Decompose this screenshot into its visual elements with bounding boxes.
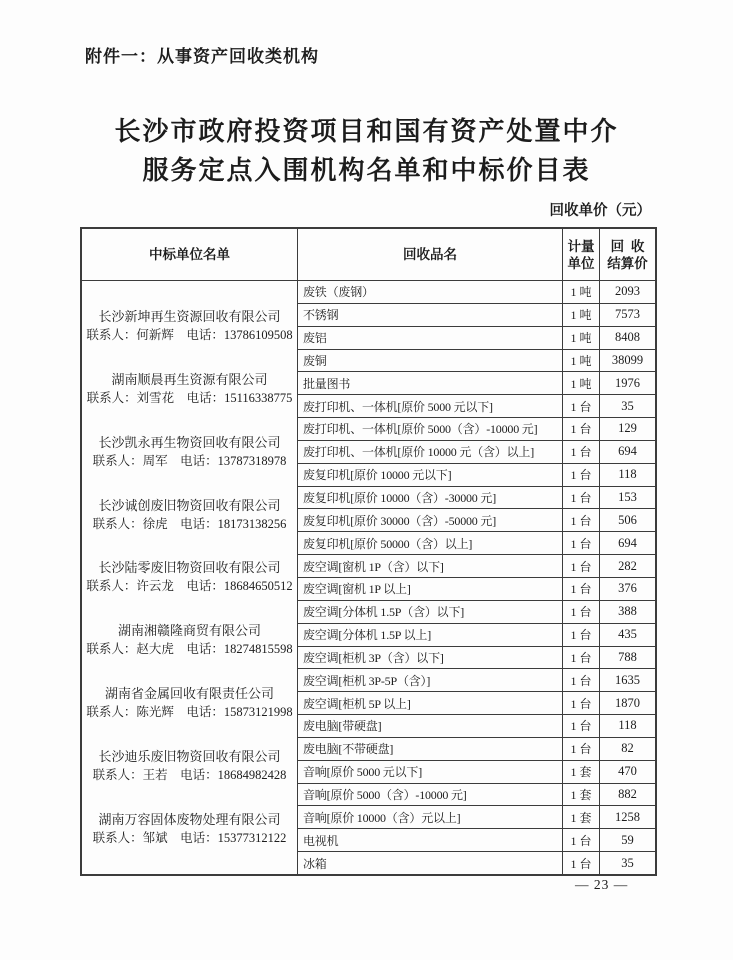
attachment-label: 附件一：从事资产回收类机构 <box>85 47 319 66</box>
item-name-cell: 音响[原价 5000 元以下] <box>298 761 563 783</box>
table-row <box>298 669 655 692</box>
price-cell: 1870 <box>615 695 640 710</box>
table-row <box>298 692 655 715</box>
price-cell: 59 <box>621 832 634 847</box>
header-unit-line1: 计量 <box>567 238 595 254</box>
company-name: 湖南省金属回收有限责任公司 <box>104 686 274 702</box>
table-row <box>298 806 655 829</box>
item-name-cell: 废复印机[原价 10000（含）-30000 元] <box>298 487 563 509</box>
company-contact: 联系人：周军 电话：13787318978 <box>92 453 287 468</box>
company-contact: 联系人：王若 电话：18684982428 <box>92 768 287 783</box>
company-contact: 联系人：刘雪花 电话：15116338775 <box>86 390 293 405</box>
company-column <box>82 281 298 874</box>
unit-cell: 1 台 <box>563 852 600 874</box>
unit-cell: 1 台 <box>563 418 600 440</box>
company-entry <box>82 685 297 721</box>
company-contact: 联系人：何新辉 电话：13786109508 <box>86 327 293 342</box>
item-name-cell: 废复印机[原价 10000 元以下] <box>298 464 563 486</box>
price-cell: 118 <box>618 718 637 733</box>
company-contact: 联系人：许云龙 电话：18684650512 <box>86 579 293 594</box>
unit-cell: 1 台 <box>563 578 600 600</box>
item-name-cell: 音响[原价 10000（含）元以上] <box>298 806 563 828</box>
price-cell: 882 <box>618 786 637 801</box>
price-cell: 388 <box>618 604 637 619</box>
item-rows-column <box>298 281 655 874</box>
unit-cell: 1 台 <box>563 692 600 714</box>
table-row <box>298 327 655 350</box>
unit-cell: 1 吨 <box>563 281 600 303</box>
header-unit-line2: 单位 <box>567 255 595 271</box>
item-name-cell: 废打印机、一体机[原价 5000（含）-10000 元] <box>298 418 563 440</box>
unit-cell: 1 台 <box>563 829 600 851</box>
unit-cell: 1 台 <box>563 395 600 417</box>
table-row <box>298 281 655 304</box>
table-header-row <box>82 229 655 281</box>
page-number: — 23 — <box>575 877 629 892</box>
price-cell: 1635 <box>615 672 640 687</box>
company-name: 湖南湘赣隆商贸有限公司 <box>117 623 261 639</box>
company-name: 湖南顺晨再生资源有限公司 <box>111 371 268 387</box>
company-entry <box>82 622 297 658</box>
unit-cell: 1 台 <box>563 532 600 554</box>
company-contact: 联系人：赵大虎 电话：18274815598 <box>86 642 293 657</box>
price-cell: 153 <box>618 490 637 505</box>
price-cell: 1258 <box>615 809 640 824</box>
item-name-cell: 废空调[分体机 1.5P（含）以下] <box>298 601 563 623</box>
item-name-cell: 批量图书 <box>298 372 563 394</box>
price-cell: 7573 <box>615 307 640 322</box>
item-name-cell: 废空调[分体机 1.5P 以上] <box>298 624 563 646</box>
header-price <box>600 229 655 280</box>
price-cell: 82 <box>621 741 634 756</box>
table-row <box>298 395 655 418</box>
item-name-cell: 废铁（废钢） <box>298 281 563 303</box>
item-name-cell: 音响[原价 5000（含）-10000 元] <box>298 784 563 806</box>
unit-cell: 1 吨 <box>563 304 600 326</box>
unit-cell: 1 台 <box>563 647 600 669</box>
table-row <box>298 829 655 852</box>
header-unit <box>563 229 600 280</box>
unit-cell: 1 台 <box>563 624 600 646</box>
price-cell: 38099 <box>611 352 644 367</box>
price-cell: 376 <box>618 581 637 596</box>
price-cell: 8408 <box>615 330 640 345</box>
table-row <box>298 441 655 464</box>
table-row <box>298 601 655 624</box>
header-item: 回收品名 <box>298 229 563 280</box>
table-row <box>298 715 655 738</box>
price-cell: 506 <box>618 512 637 527</box>
company-contact: 联系人：邹斌 电话：15377312122 <box>92 831 287 846</box>
table-row <box>298 761 655 784</box>
header-price-line1: 回 收 <box>610 238 645 254</box>
company-name: 长沙陆零废旧物资回收有限公司 <box>98 560 281 576</box>
company-contact: 联系人：徐虎 电话：18173138256 <box>92 516 287 531</box>
unit-cell: 1 吨 <box>563 350 600 372</box>
unit-cell: 1 台 <box>563 555 600 577</box>
item-name-cell: 废铜 <box>298 350 563 372</box>
company-name: 湖南万容固体废物处理有限公司 <box>98 812 281 828</box>
unit-cell: 1 套 <box>563 784 600 806</box>
item-name-cell: 废空调[柜机 3P（含）以下] <box>298 647 563 669</box>
table-row <box>298 738 655 761</box>
company-name: 长沙新坤再生资源回收有限公司 <box>98 308 281 324</box>
company-entry <box>82 811 297 847</box>
item-name-cell: 废电脑[不带硬盘] <box>298 738 563 760</box>
item-name-cell: 废复印机[原价 30000（含）-50000 元] <box>298 509 563 531</box>
table-row <box>298 578 655 601</box>
item-name-cell: 废打印机、一体机[原价 10000 元（含）以上] <box>298 441 563 463</box>
price-cell: 35 <box>621 398 634 413</box>
price-cell: 1976 <box>615 375 640 390</box>
price-cell: 118 <box>618 467 637 482</box>
company-entry <box>82 559 297 595</box>
table-row <box>298 304 655 327</box>
unit-cell: 1 台 <box>563 441 600 463</box>
table-row <box>298 784 655 807</box>
unit-cell: 1 台 <box>563 669 600 691</box>
table-row <box>298 350 655 373</box>
price-cell: 694 <box>618 535 637 550</box>
item-name-cell: 废打印机、一体机[原价 5000 元以下] <box>298 395 563 417</box>
price-cell: 282 <box>618 558 637 573</box>
table-row <box>298 372 655 395</box>
item-name-cell: 不锈钢 <box>298 304 563 326</box>
unit-note: 回收单价（元） <box>549 203 651 219</box>
unit-cell: 1 台 <box>563 509 600 531</box>
company-contact: 联系人：陈光辉 电话：15873121998 <box>86 705 293 720</box>
title-line-2: 服务定点入围机构名单和中标价目表 <box>142 156 591 185</box>
header-company: 中标单位名单 <box>82 229 298 280</box>
table-row <box>298 852 655 874</box>
company-entry <box>82 308 297 344</box>
price-cell: 435 <box>618 627 637 642</box>
header-price-line2: 结算价 <box>607 255 648 271</box>
company-entry <box>82 497 297 533</box>
company-entry <box>82 434 297 470</box>
unit-cell: 1 台 <box>563 715 600 737</box>
item-name-cell: 电视机 <box>298 829 563 851</box>
item-name-cell: 废空调[柜机 3P-5P（含）] <box>298 669 563 691</box>
unit-cell: 1 台 <box>563 738 600 760</box>
item-name-cell: 废复印机[原价 50000（含）以上] <box>298 532 563 554</box>
unit-cell: 1 台 <box>563 601 600 623</box>
item-name-cell: 废空调[窗机 1P 以上] <box>298 578 563 600</box>
price-table <box>80 227 657 876</box>
unit-cell: 1 吨 <box>563 372 600 394</box>
unit-cell: 1 套 <box>563 761 600 783</box>
table-row <box>298 532 655 555</box>
company-entry <box>82 748 297 784</box>
price-cell: 35 <box>621 855 634 870</box>
company-entry <box>82 371 297 407</box>
unit-cell: 1 台 <box>563 464 600 486</box>
table-body <box>82 281 655 874</box>
price-cell: 694 <box>618 444 637 459</box>
document-title <box>0 112 733 190</box>
table-row <box>298 418 655 441</box>
table-row <box>298 464 655 487</box>
item-name-cell: 废空调[柜机 5P 以上] <box>298 692 563 714</box>
table-row <box>298 487 655 510</box>
company-name: 长沙凯永再生物资回收有限公司 <box>98 434 281 450</box>
company-name: 长沙迪乐废旧物资回收有限公司 <box>98 749 281 765</box>
title-line-1: 长沙市政府投资项目和国有资产处置中介 <box>114 117 619 146</box>
table-row <box>298 509 655 532</box>
price-cell: 470 <box>618 764 637 779</box>
unit-cell: 1 吨 <box>563 327 600 349</box>
company-name: 长沙诚创废旧物资回收有限公司 <box>98 497 281 513</box>
price-cell: 788 <box>618 649 637 664</box>
unit-cell: 1 台 <box>563 487 600 509</box>
item-name-cell: 废电脑[带硬盘] <box>298 715 563 737</box>
item-name-cell: 冰箱 <box>298 852 563 874</box>
item-name-cell: 废铝 <box>298 327 563 349</box>
price-cell: 2093 <box>615 284 640 299</box>
unit-cell: 1 套 <box>563 806 600 828</box>
table-row <box>298 624 655 647</box>
price-cell: 129 <box>618 421 637 436</box>
item-name-cell: 废空调[窗机 1P（含）以下] <box>298 555 563 577</box>
table-row <box>298 647 655 670</box>
table-row <box>298 555 655 578</box>
